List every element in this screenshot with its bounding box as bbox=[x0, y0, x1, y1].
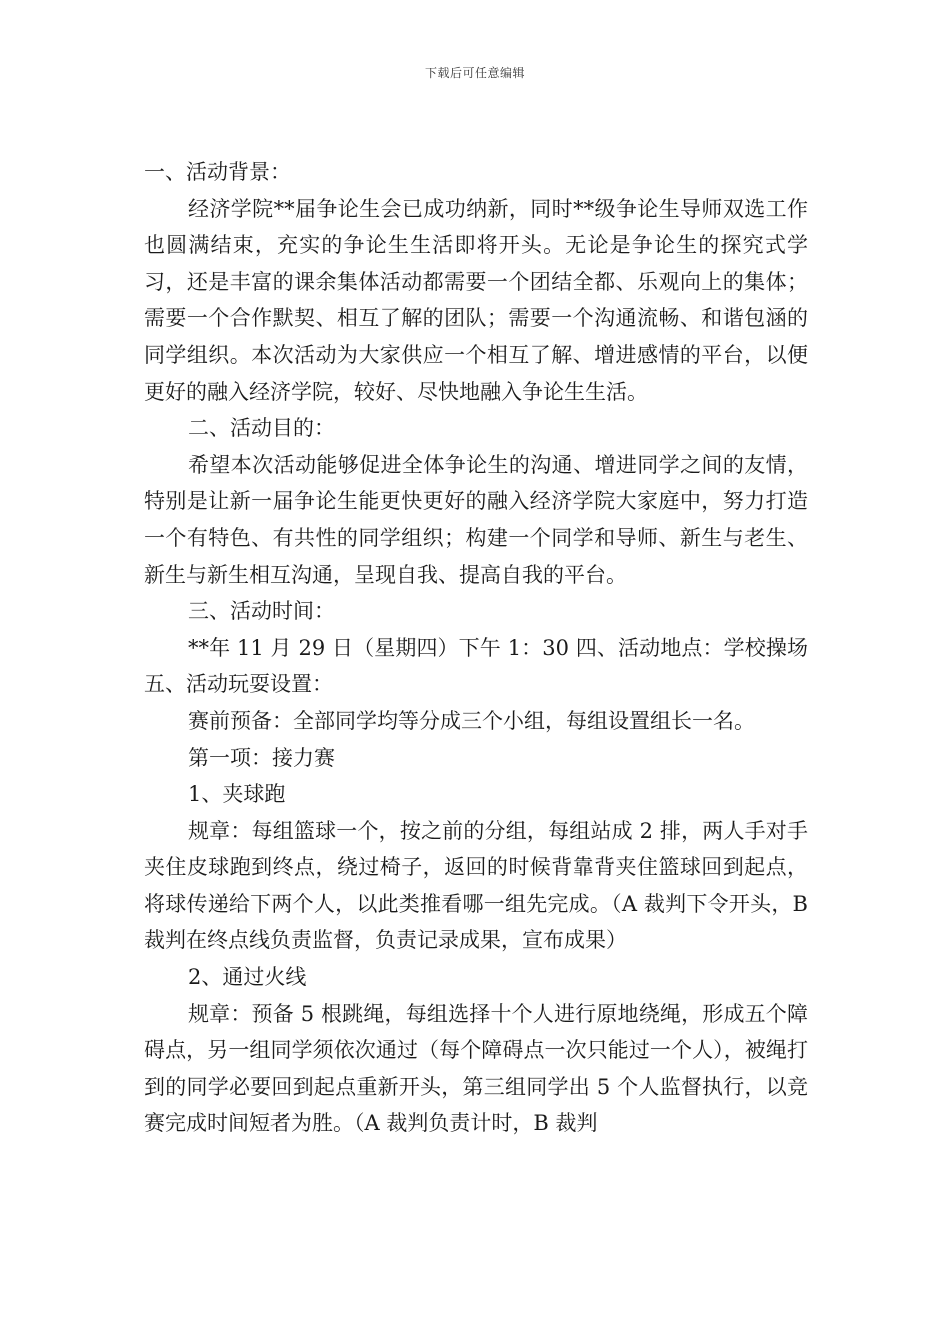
subitem-heading-ball-run: 1、夹球跑 bbox=[188, 782, 286, 807]
section-heading-background: 一、活动背景： bbox=[144, 160, 291, 184]
subitem-heading-fire-line: 2、通过火线 bbox=[188, 965, 307, 990]
section-heading-time: 三、活动时间： bbox=[188, 599, 335, 624]
paragraph-rules-fire-line: 规章：预备 5 根跳绳，每组选择十个人进行原地绕绳，形成五个障碍点，另一组同学须依次通过（每个障碍点一次只能过一个人），被绳打到的同学必要回到起点重新开头，第三组同学出 5 个人监督执行，以竞赛完成时间短者为胜。（A 裁判负责计时，B 裁判 bbox=[144, 1001, 808, 1136]
page-header: 下载后可任意编辑 bbox=[424, 66, 525, 80]
paragraph-purpose: 希望本次活动能够促进全体争论生的沟通、增进同学之间的友情，特别是让新一届争论生能更快更好的融入经济学院大家庭中，努力打造一个有特色、有共性的同学组织；构建一个同学和导师、新生与老生、新生与新生相互沟通，呈现自我、提高自我的平台。 bbox=[144, 452, 808, 587]
paragraph-time-location: **年 11 月 29 日（星期四）下午 1：30 四、活动地点：学校操场五、活动玩耍设置： bbox=[144, 635, 808, 697]
section-heading-purpose: 二、活动目的： bbox=[188, 416, 335, 441]
paragraph-rules-ball-run: 规章：每组篮球一个，按之前的分组，每组站成 2 排，两人手对手夹住皮球跑到终点，绕过椅子，返回的时候背靠背夹住篮球回到起点，将球传递给下两个人，以此类推看哪一组先完成。（A 裁判下令开头，B 裁判在终点线负责监督，负责记录成果，宣布成果） bbox=[144, 818, 808, 953]
paragraph-background: 经济学院**届争论生会已成功纳新，同时**级争论生导师双选工作也圆满结束，充实的争论生生活即将开头。无论是争论生的探究式学习，还是丰富的课余集体活动都需要一个团结全都、乐观向上的集体；需要一个合作默契、相互了解的团队；需要一个沟通流畅、和谐包涵的同学组织。本次活动为大家供应一个相互了解、增进感情的平台，以便更好的融入经济学院，较好、尽快地融入争论生生活。 bbox=[144, 196, 808, 404]
paragraph-preparation: 赛前预备：全部同学均等分成三个小组，每组设置组长一名。 bbox=[188, 708, 755, 733]
item-heading-relay: 第一项：接力赛 bbox=[188, 745, 335, 770]
document-body bbox=[144, 154, 808, 1142]
